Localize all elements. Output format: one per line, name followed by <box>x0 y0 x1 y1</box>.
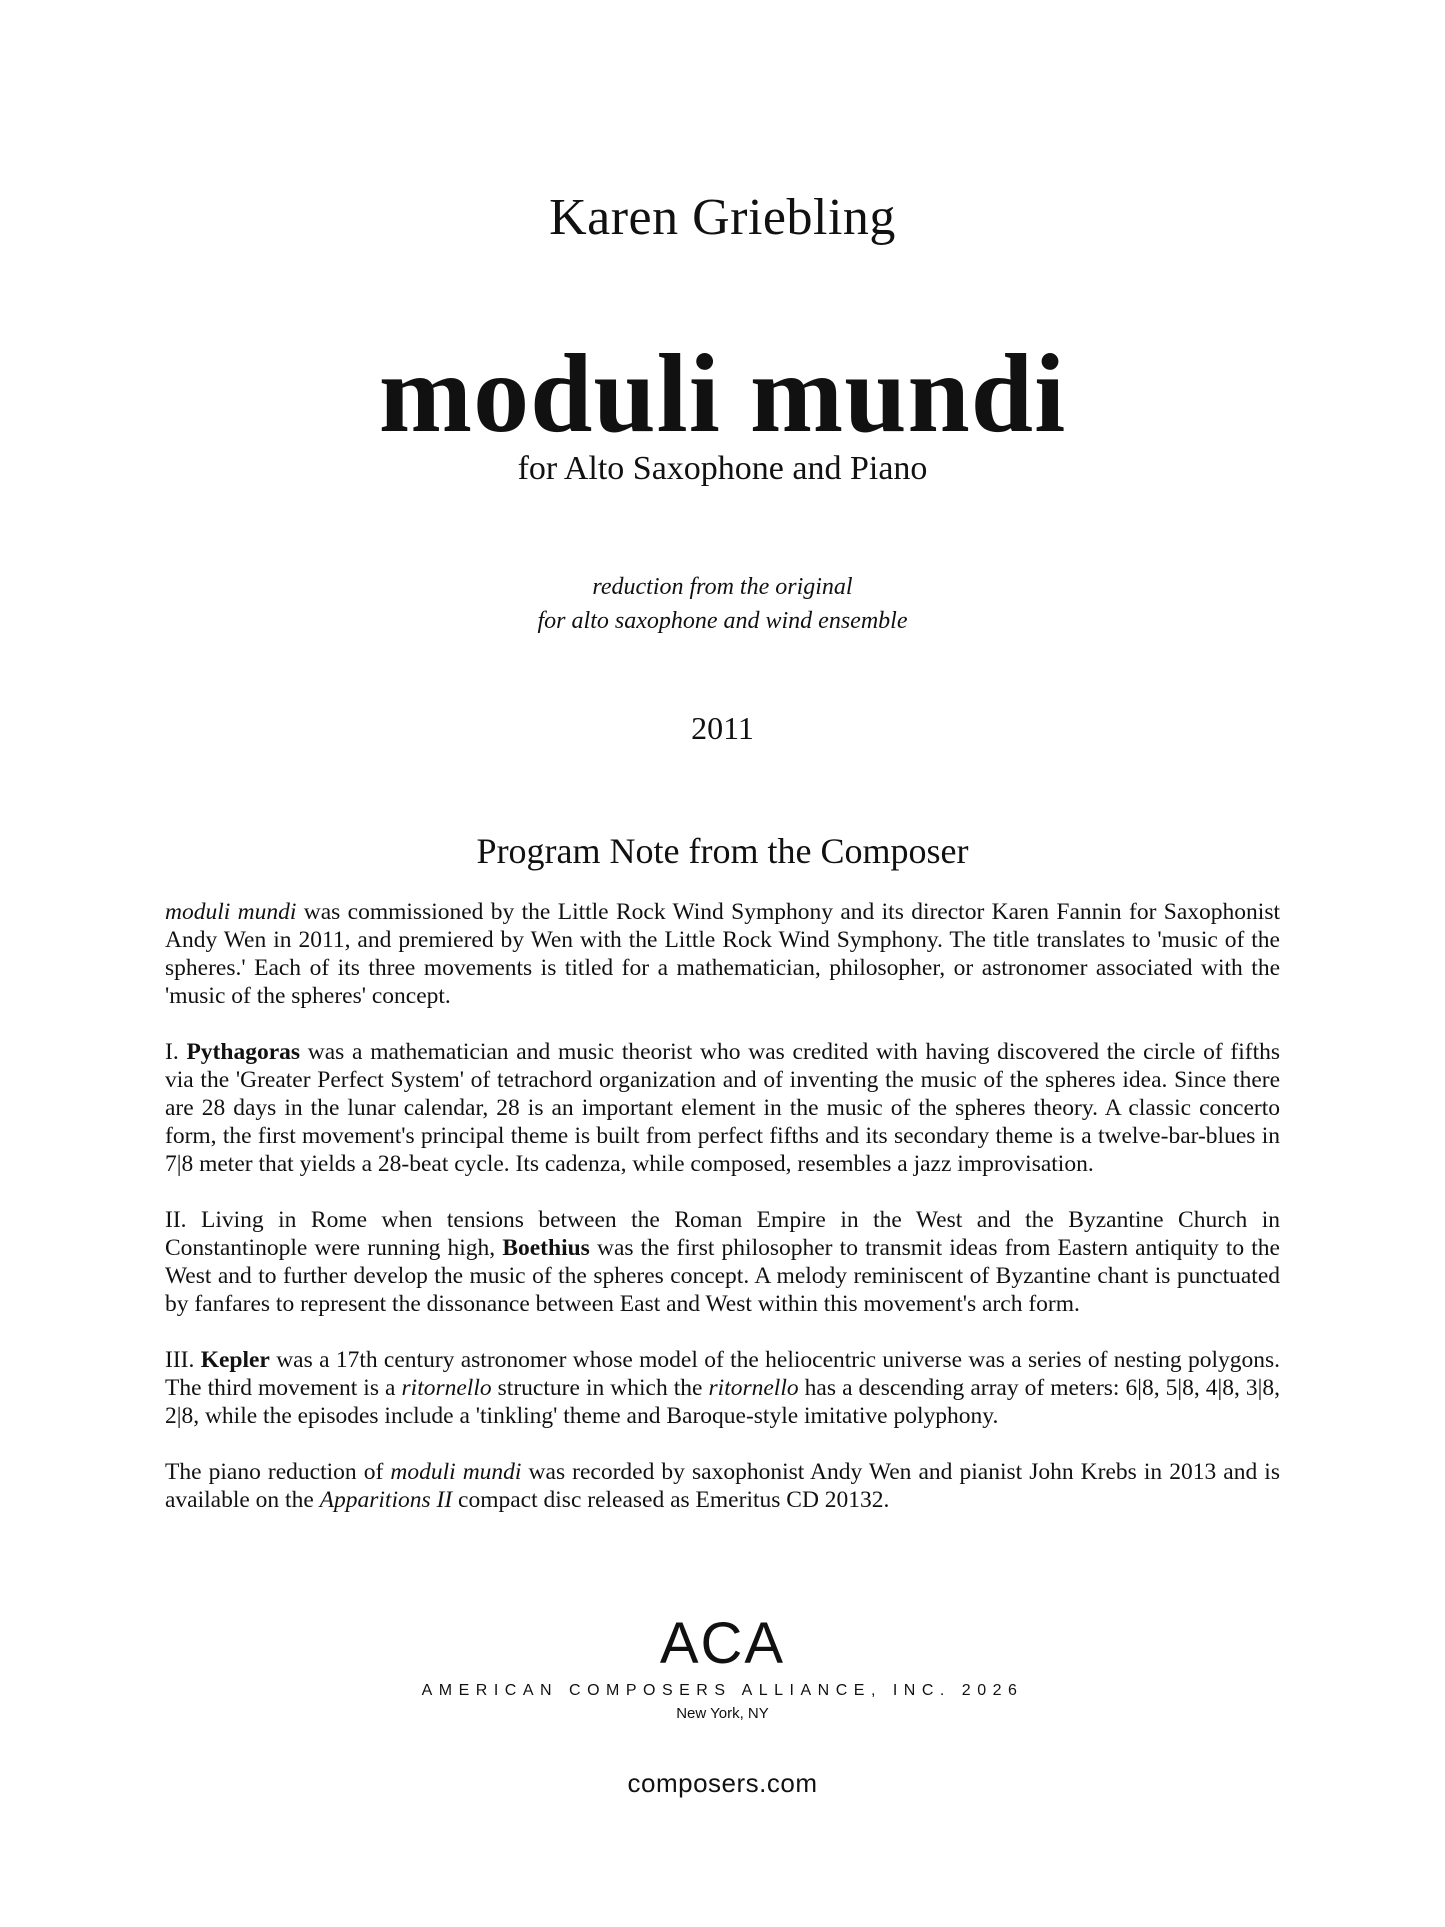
paragraph-text: II. Living in Rome when tensions between the Roman Empire in the West and the Byzantine Church in Constantinople were running high, <box>165 1207 1280 1261</box>
movement-name: Pythagoras <box>186 1039 301 1065</box>
composition-year: 2011 <box>691 710 754 746</box>
publisher-logo: ACA <box>659 1611 786 1676</box>
paragraph-text: was a 17th century astronomer whose model of the heliocentric universe was a series of nesting polygons. The third movement is a <box>165 1347 1280 1401</box>
program-note-paragraph-movement-2 <box>165 1206 1280 1318</box>
paragraph-text: has a descending array of meters: 6|8, 5|8, 4|8, 3|8, 2|8, while the episodes include a 'tinkling' theme and Baroque-style imitative polyphony. <box>165 1375 1280 1429</box>
paragraph-text: was recorded by saxophonist Andy Wen and pianist John Krebs in 2013 and is available on the <box>165 1459 1280 1513</box>
movement-name: Kepler <box>200 1347 270 1373</box>
program-note-heading: Program Note from the Composer <box>476 831 969 871</box>
program-note-paragraph-recording <box>165 1458 1280 1514</box>
movement-number: I. <box>165 1039 187 1065</box>
work-title: moduli mundi <box>378 332 1067 456</box>
reduction-note <box>0 570 1445 638</box>
paragraph-text: compact disc released as Emeritus CD 20132. <box>452 1487 890 1513</box>
work-title-italic: moduli mundi <box>390 1459 522 1485</box>
paragraph-text: was a mathematician and music theorist who was credited with having discovered the circle of fifths via the 'Greater Perfect System' of tetrachord organization and of inventing the music of the spheres idea. Since there are 28 days in the lunar calendar, 28 is an important element in the music of the spheres theory. A classic concerto form, the first movement's principal theme is built from perfect fifths and its secondary theme is a twelve-bar-blues in 7|8 meter that yields a 28-beat cycle. Its cadenza, while composed, resembles a jazz improvisation. <box>165 1039 1280 1177</box>
paragraph-text: was the first philosopher to transmit ideas from Eastern antiquity to the West and to further develop the music of the spheres concept. A melody reminiscent of Byzantine chant is punctuated by fanfares to represent the dissonance between East and West within this movement's arch form. <box>165 1235 1280 1317</box>
program-note-paragraph-intro <box>165 898 1280 1010</box>
paragraph-text: The piano reduction of <box>165 1459 391 1485</box>
italic-term: ritornello <box>708 1375 799 1401</box>
program-note-body <box>165 898 1280 1542</box>
album-title-italic: Apparitions II <box>319 1487 453 1513</box>
publisher-city: New York, NY <box>676 1705 769 1722</box>
publisher-website-link[interactable]: composers.com <box>627 1768 818 1798</box>
work-title-italic: moduli mundi <box>165 899 297 925</box>
program-note-paragraph-movement-3 <box>165 1346 1280 1430</box>
reduction-line-1: reduction from the original <box>592 574 853 600</box>
movement-name: Boethius <box>502 1235 590 1261</box>
movement-number: III. <box>165 1347 201 1373</box>
program-note-paragraph-movement-1 <box>165 1038 1280 1178</box>
reduction-line-2: for alto saxophone and wind ensemble <box>537 608 908 634</box>
instrumentation: for Alto Saxophone and Piano <box>517 450 928 487</box>
paragraph-text: was commissioned by the Little Rock Wind Symphony and its director Karen Fannin for Saxophonist Andy Wen in 2011, and premiered by Wen with the Little Rock Wind Symphony. The title translates to 'music of the spheres.' Each of its three movements is titled for a mathematician, philosopher, or astronomer associated with the 'music of the spheres' concept. <box>165 899 1280 1009</box>
composer-name: Karen Griebling <box>549 189 896 246</box>
paragraph-text: structure in which the <box>491 1375 709 1401</box>
italic-term: ritornello <box>401 1375 492 1401</box>
publisher-name: AMERICAN COMPOSERS ALLIANCE, INC. 2026 <box>421 1682 1024 1699</box>
